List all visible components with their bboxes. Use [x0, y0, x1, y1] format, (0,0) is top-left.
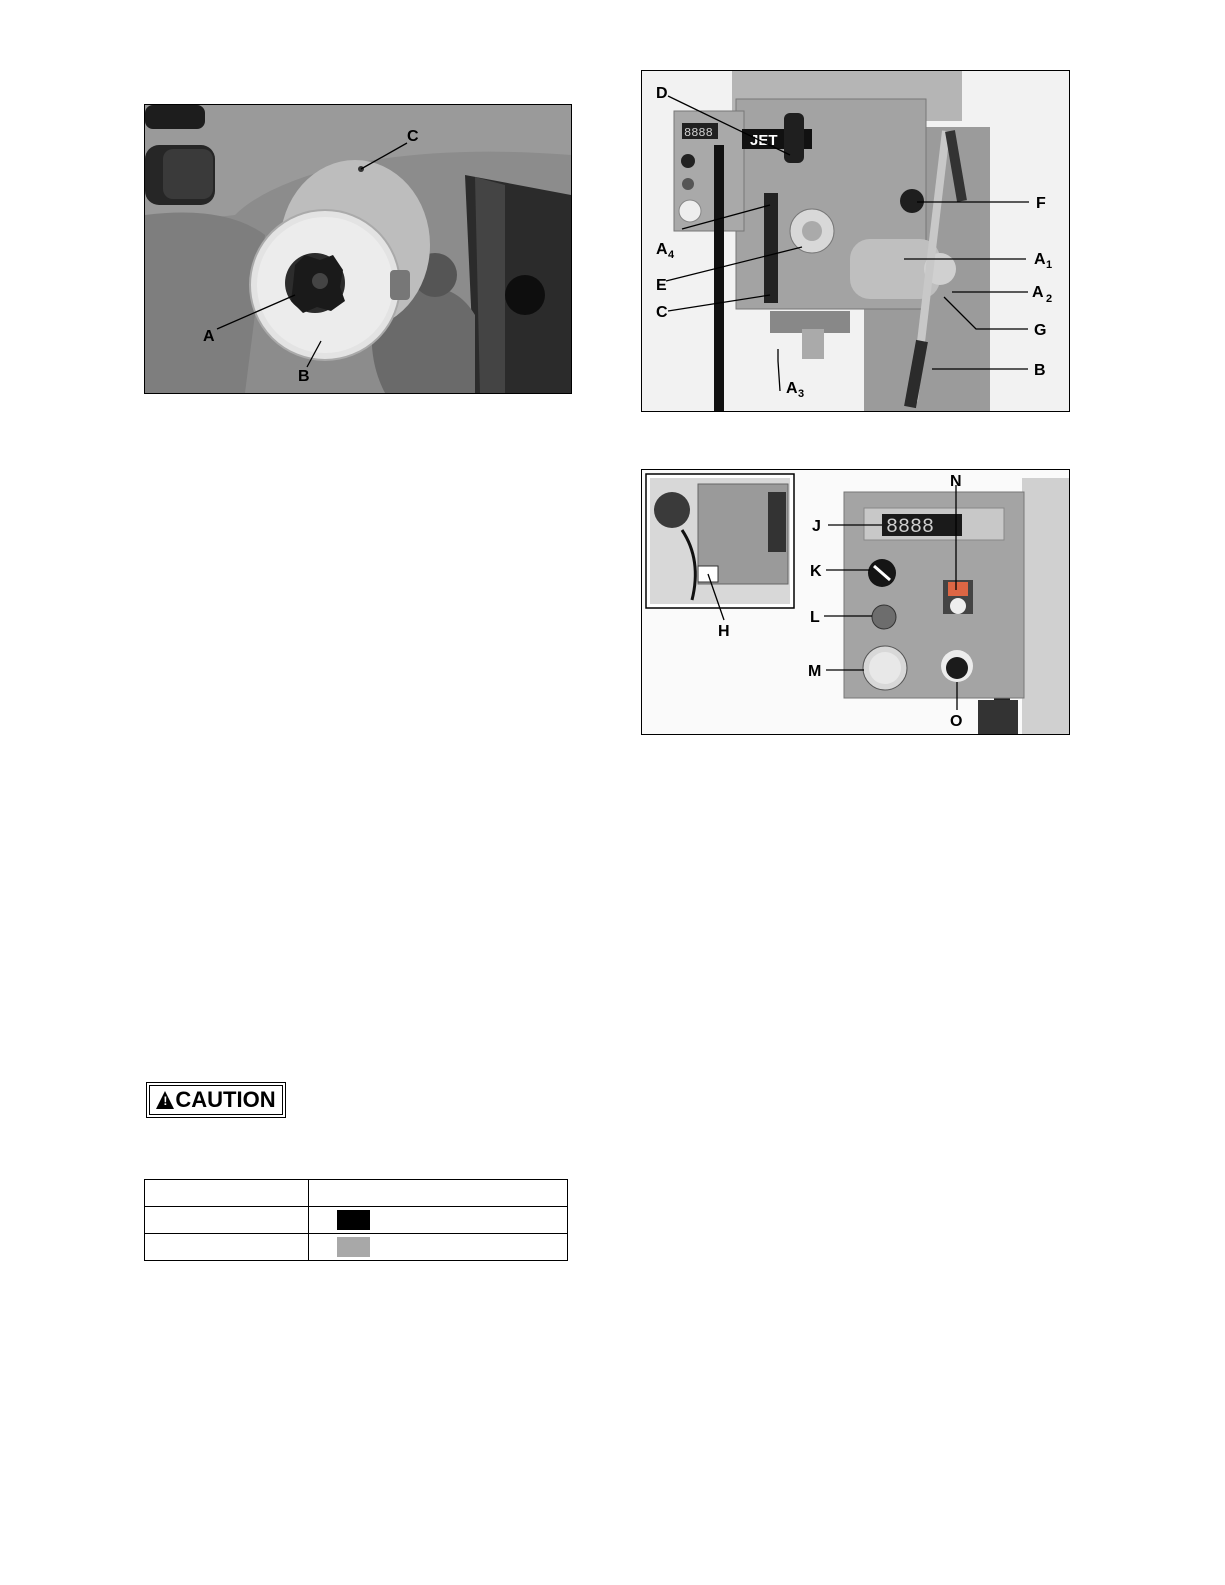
warning-triangle-icon: ! — [156, 1091, 174, 1109]
label-j: J — [812, 518, 821, 535]
label-k: K — [810, 563, 822, 580]
label-m: M — [808, 663, 822, 680]
label-l: L — [810, 609, 820, 626]
caution-inner — [149, 1085, 283, 1115]
jet-logo: JET — [750, 132, 778, 149]
color-swatch-gray — [337, 1237, 370, 1257]
label-a1-sub: 1 — [1046, 259, 1053, 271]
label-b: B — [1034, 362, 1046, 379]
table-row — [145, 1207, 568, 1234]
table-cell — [145, 1234, 309, 1261]
caution-text: CAUTION — [175, 1087, 276, 1112]
label-g: G — [1034, 322, 1047, 339]
head-controls-photo — [641, 70, 1070, 412]
control-panel-illustration — [642, 470, 1069, 734]
label-a3: A — [786, 380, 798, 397]
label-d: D — [656, 85, 668, 102]
table-row — [145, 1234, 568, 1261]
table-header-cell — [309, 1180, 568, 1207]
table-header-cell — [145, 1180, 309, 1207]
label-a: A — [203, 328, 215, 345]
spring-cover-photo — [144, 104, 572, 394]
table-header-row — [145, 1180, 568, 1207]
head-readout: 8888 — [684, 126, 713, 140]
table-cell — [309, 1234, 568, 1261]
label-h: H — [718, 623, 730, 640]
label-o: O — [950, 713, 963, 730]
label-f: F — [1036, 195, 1046, 212]
label-e: E — [656, 277, 667, 294]
label-c: C — [407, 128, 419, 145]
head-controls-illustration — [642, 71, 1069, 411]
table-cell — [145, 1207, 309, 1234]
label-a3-sub: 3 — [798, 388, 805, 400]
label-a2: A — [1032, 284, 1044, 301]
label-c: C — [656, 304, 668, 321]
table-cell — [309, 1207, 568, 1234]
panel-readout: 8888 — [886, 516, 935, 539]
label-b: B — [298, 368, 310, 385]
label-a1: A — [1034, 251, 1046, 268]
color-table — [144, 1179, 568, 1261]
label-a2-sub: 2 — [1046, 293, 1053, 305]
caution-label — [146, 1082, 286, 1118]
label-a4-sub: 4 — [668, 249, 675, 261]
control-panel-photo — [641, 469, 1070, 735]
spring-cover-illustration — [145, 105, 571, 393]
label-a4: A — [656, 241, 668, 258]
label-n: N — [950, 473, 962, 490]
color-swatch-black — [337, 1210, 370, 1230]
